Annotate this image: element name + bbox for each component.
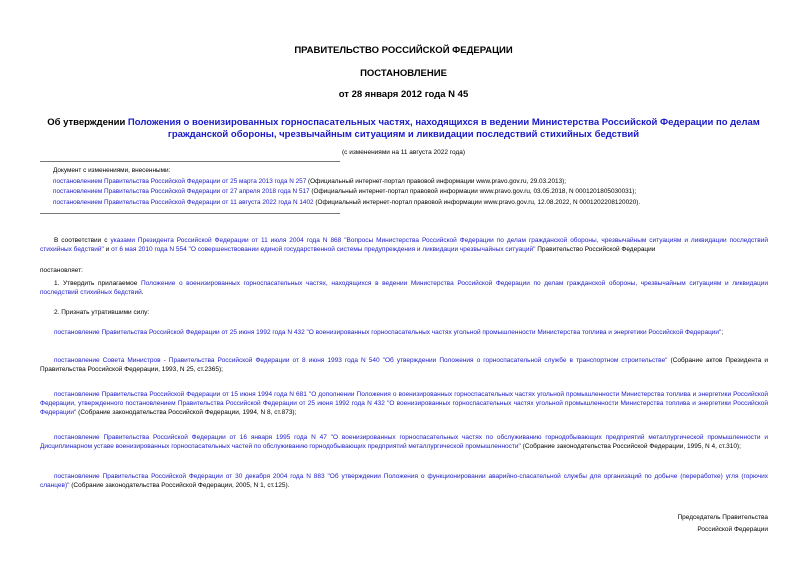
regulation-link[interactable]: Положение о военизированных горноспасательных частях, находящихся в ведении Министерства Российской Федерации по делам гражданской обороны, чрезвычайным ситуациям и ликвидации последствий стихийных бедствий bbox=[40, 280, 768, 297]
preamble-paragraph: В соответствии с указами Президента Российской Федерации от 11 июля 2004 года N 868 "Вопросы Министерства Российской Федерации по делам гражданской обороны, чрезвычайным ситуациям и ликвидации последствий стихийных бедствий" и от 6 мая 2010 года N 554 "О совершенствовании единой государственной системы предупреждения и ликвидации чрезвычайных ситуаций" Правительство Российской Федерации bbox=[40, 237, 768, 254]
repealed-act-1: постановление Правительства Российской Федерации от 25 июня 1992 года N 432 "О военизированных горноспасательных частях угольной промышленности Министерства топлива и энергетики Российской Федерации"; bbox=[54, 329, 724, 336]
decree-868-link[interactable]: указами Президента Российской Федерации от 11 июля 2004 года N 868 "Вопросы Министерства Российской Федерации по делам гражданской обороны, чрезвычайным ситуациям и ликвидации последствий стихийных бедствий" bbox=[40, 237, 768, 254]
signature-line-1: Председатель Правительства bbox=[677, 514, 768, 521]
signature-block bbox=[640, 512, 768, 536]
modifications-intro: Документ с изменениями, внесенными: bbox=[53, 167, 171, 174]
edits-note: (с изменениями на 11 августа 2022 года) bbox=[341, 149, 466, 156]
modification-item: постановлением Правительства Российской Федерации от 27 апреля 2018 года N 517 (Официальный интернет-портал правовой информации www.pravo.gov.ru, 03.05.2018, N 0001201805030031); bbox=[53, 188, 637, 195]
resolves-paragraph: постановляет: bbox=[40, 267, 83, 274]
signature-line-2: Российской Федерации bbox=[697, 526, 768, 533]
decree-554-link[interactable]: от 6 мая 2010 года N 554 "О совершенствовании единой государственной системы предупреждения и ликвидации чрезвычайных ситуаций" bbox=[111, 246, 536, 254]
repealed-act-link[interactable]: постановление Правительства Российской Федерации от 15 июня 1994 года N 681 "О дополнении Положения о военизированных горноспасательных частях угольной промышленности Министерства топлива и энергетики Российской Федерации, утвержденного постановлением Правительства Российской Федерации от 25 июня 1992 года N 432 "О военизированных горноспасательных частях угольной промышленности Министерства топлива и энергетики Российской Федерации" bbox=[40, 391, 768, 417]
repealed-act-5: постановление Правительства Российской Федерации от 30 декабря 2004 года N 883 "Об утверждении Положения о функционировании аварийно-спасательной службы для организаций по добыче (переработке) угля (горючих сланцев)" (Собрание законодательства Российской Федерации, 2005, N 1, ст.125). bbox=[40, 473, 768, 490]
repealed-act-link[interactable]: постановление Совета Министров - Правительства Российской Федерации от 8 июня 1993 года N 540 "Об утверждении Положения о горноспасательной службе в транспортном строительстве" bbox=[54, 357, 668, 364]
bottom-divider bbox=[40, 213, 340, 214]
item-1-paragraph: 1. Утвердить прилагаемое Положение о военизированных горноспасательных частях, находящихся в ведении Министерства Российской Федерации по делам гражданской обороны, чрезвычайным ситуациям и ликвидации последствий стихийных бедствий. bbox=[40, 280, 768, 297]
repealed-act-4: постановление Правительства Российской Федерации от 16 января 1995 года N 47 "О военизированных горноспасательных частях по обслуживанию горнодобывающих предприятий металлургической промышленности и Дисциплинарном уставе военизированных горноспасательных частей по обслуживанию горнодобывающих предприятий металлургической промышленности" (Собрание законодательства Российской Федерации, 1995, N 4, ст.310); bbox=[40, 434, 768, 451]
modification-link[interactable]: постановлением Правительства Российской Федерации от 11 августа 2022 года N 1402 bbox=[53, 198, 314, 206]
repealed-act-link[interactable]: постановление Правительства Российской Федерации от 30 декабря 2004 года N 883 "Об утверждении Положения о функционировании аварийно-спасательной службы для организаций по добыче (переработке) угля (горючих сланцев)" bbox=[40, 473, 768, 490]
repealed-act-link[interactable]: постановление Правительства Российской Федерации от 16 января 1995 года N 47 "О военизированных горноспасательных частях по обслуживанию горнодобывающих предприятий металлургической промышленности и Дисциплинарном уставе военизированных горноспасательных частей по обслуживанию горнодобывающих предприятий металлургической промышленности" bbox=[40, 434, 768, 451]
modification-item: постановлением Правительства Российской Федерации от 25 марта 2013 года N 257 (Официальный интернет-портал правовой информации www.pravo.gov.ru, 29.03.2013); bbox=[53, 177, 567, 185]
document-title bbox=[40, 117, 767, 140]
title-link[interactable]: Положения о военизированных горноспасательных частях, находящихся в ведении Министерства Российской Федерации по делам гражданской обороны, чрезвычайным ситуациям и ликвидации последствий стихийных бедствий bbox=[127, 117, 760, 140]
modifications-block bbox=[53, 166, 773, 208]
modification-item: постановлением Правительства Российской Федерации от 11 августа 2022 года N 1402 (Официальный интернет-портал правовой информации www.pravo.gov.ru, 12.08.2022, N 0001202208120020). bbox=[53, 198, 641, 206]
issuing-authority: ПРАВИТЕЛЬСТВО РОССИЙСКОЙ ФЕДЕРАЦИИ bbox=[294, 45, 513, 56]
modification-link[interactable]: постановлением Правительства Российской Федерации от 27 апреля 2018 года N 517 bbox=[53, 188, 310, 195]
repealed-act-3: постановление Правительства Российской Федерации от 15 июня 1994 года N 681 "О дополнении Положения о военизированных горноспасательных частях угольной промышленности Министерства топлива и энергетики Российской Федерации, утвержденного постановлением Правительства Российской Федерации от 25 июня 1992 года N 432 "О военизированных горноспасательных частях угольной промышленности Министерства топлива и энергетики Российской Федерации" (Собрание законодательства Российской Федерации, 1994, N 8, ст.873); bbox=[40, 391, 768, 417]
document-type: ПОСТАНОВЛЕНИЕ bbox=[360, 68, 447, 79]
item-2-paragraph: 2. Признать утратившими силу: bbox=[54, 309, 150, 316]
repealed-act-2: постановление Совета Министров - Правительства Российской Федерации от 8 июня 1993 года N 540 "Об утверждении Положения о горноспасательной службе в транспортном строительстве" (Собрание актов Президента и Правительства Российской Федерации, 1993, N 25, ст.2365); bbox=[40, 357, 768, 374]
title-prefix: Об утверждении bbox=[47, 117, 128, 128]
repealed-act-link[interactable]: постановление Правительства Российской Федерации от 25 июня 1992 года N 432 "О военизированных горноспасательных частях угольной промышленности Министерства топлива и энергетики Российской Федерации" bbox=[54, 329, 722, 336]
modification-link[interactable]: постановлением Правительства Российской Федерации от 25 марта 2013 года N 257 bbox=[53, 177, 307, 185]
document-date-number: от 28 января 2012 года N 45 bbox=[338, 89, 469, 100]
top-divider bbox=[40, 161, 340, 162]
